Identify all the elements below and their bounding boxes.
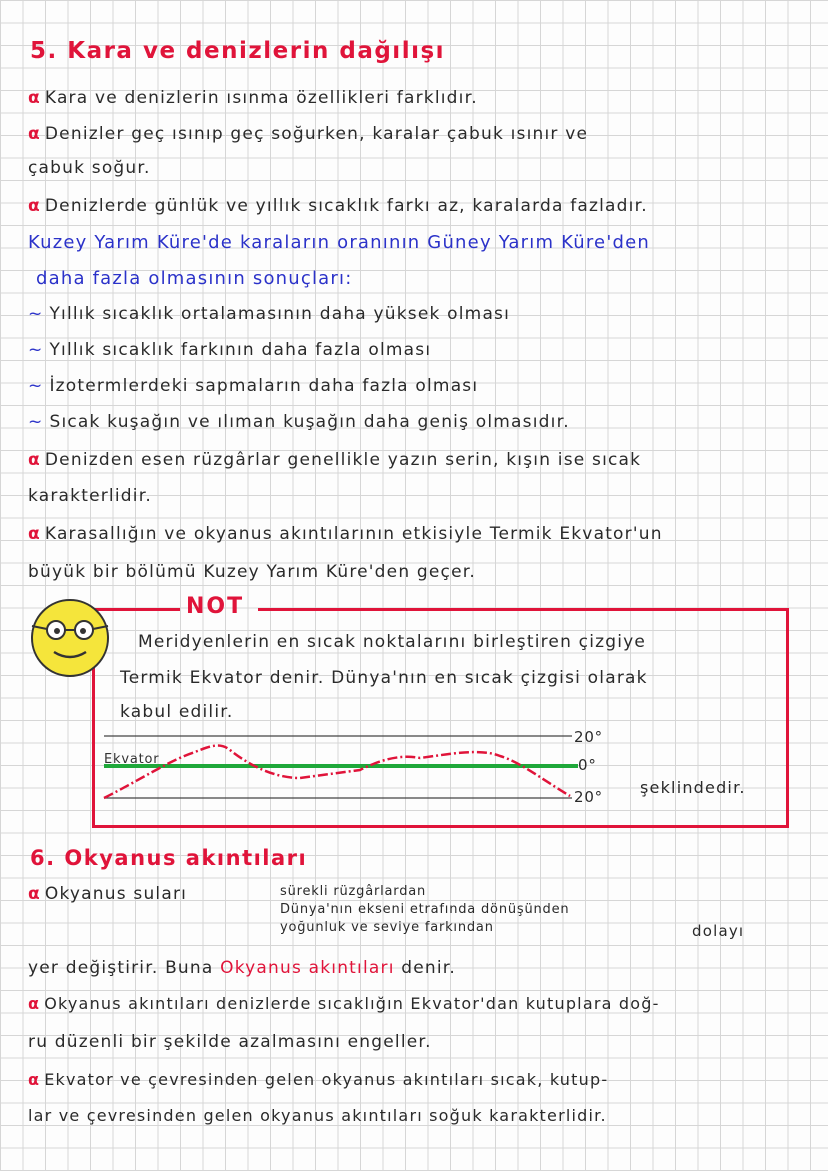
line-text: Denizlerde günlük ve yıllık sıcaklık farkı az, karalarda fazladır.	[44, 196, 648, 216]
line-o4: ru düzenli bir şekilde azalmasını engeller.	[28, 1032, 432, 1052]
tick-20-north: 20°	[574, 728, 603, 746]
tilde-icon: ~	[28, 304, 44, 324]
bullet-icon: α	[28, 994, 41, 1013]
line-text: Karasallığın ve okyanus akıntılarının etkisiyle Termik Ekvator'un	[44, 524, 663, 544]
bullet-icon: α	[28, 196, 41, 216]
bullet-icon: α	[28, 524, 41, 544]
reason-2: Dünya'nın ekseni etrafında dönüşünden	[280, 902, 570, 917]
line-o1	[28, 884, 187, 904]
line-2	[28, 124, 588, 144]
line-text: Kara ve denizlerin ısınma özellikleri farklıdır.	[44, 88, 478, 108]
bullet-icon: α	[28, 88, 41, 108]
termik-ekvator-line	[104, 746, 570, 798]
line-text: Okyanus akıntıları denizlerde sıcaklığın Ekvator'dan kutuplara doğ-	[44, 994, 660, 1013]
tilde-text: İzotermlerdeki sapmaların daha fazla olması	[49, 376, 479, 396]
line-4	[28, 196, 648, 216]
reason-suffix: dolayı	[692, 922, 745, 940]
reason-3: yoğunluk ve seviye farkından	[280, 920, 494, 935]
tilde-icon: ~	[28, 412, 44, 432]
note-line-1: Meridyenlerin en sıcak noktalarını birleştiren çizgiye	[138, 632, 647, 652]
note-label: NOT	[186, 594, 245, 619]
line-8: büyük bir bölümü Kuzey Yarım Küre'den geçer.	[28, 562, 476, 582]
line-6: karakterlidir.	[28, 486, 152, 506]
tilde-text: Sıcak kuşağın ve ılıman kuşağın daha geniş olmasıdır.	[49, 412, 570, 432]
line-text: Denizden esen rüzgârlar genellikle yazın serin, kışın ise sıcak	[44, 450, 642, 470]
diagram-caption: şeklindedir.	[640, 778, 746, 797]
tilde-item-3	[28, 376, 478, 396]
line-o6: lar ve çevresinden gelen okyanus akıntıları soğuk karakterlidir.	[28, 1106, 607, 1125]
note-line-2: Termik Ekvator denir. Dünya'nın en sıcak çizgisi olarak	[120, 668, 648, 688]
line-text: Denizler geç ısınıp geç soğurken, karalar çabuk ısınır ve	[44, 124, 589, 144]
section-6-title: 6. Okyanus akıntıları	[30, 846, 308, 870]
tick-20-south: 20°	[574, 788, 603, 806]
tilde-icon: ~	[28, 376, 44, 396]
tilde-text: Yıllık sıcaklık ortalamasının daha yüksek olması	[49, 304, 511, 324]
ekvator-label: Ekvator	[104, 752, 160, 767]
tilde-item-4	[28, 412, 570, 432]
tilde-item-1	[28, 304, 510, 324]
line-o5	[28, 1070, 608, 1089]
section-5-title: 5. Kara ve denizlerin dağılışı	[30, 38, 446, 64]
highlight-text: Okyanus akıntıları	[220, 958, 395, 978]
bullet-icon: α	[28, 124, 41, 144]
bullet-icon: α	[28, 884, 41, 904]
termik-ekvator-diagram	[100, 730, 620, 810]
blue-heading-1: Kuzey Yarım Küre'de karaların oranının Güney Yarım Küre'den	[28, 232, 650, 253]
tilde-icon: ~	[28, 340, 44, 360]
line-1	[28, 88, 478, 108]
note-line-3: kabul edilir.	[120, 702, 234, 722]
reason-1: sürekli rüzgârlardan	[280, 884, 427, 899]
line-text: Okyanus suları	[44, 884, 188, 904]
line-text: denir.	[401, 958, 457, 978]
line-3: çabuk soğur.	[28, 158, 151, 178]
tilde-text: Yıllık sıcaklık farkının daha fazla olması	[49, 340, 432, 360]
bullet-icon: α	[28, 1070, 41, 1089]
line-5	[28, 450, 641, 470]
tick-0: 0°	[578, 756, 597, 774]
line-7	[28, 524, 663, 544]
line-text: yer değiştirir. Buna	[28, 958, 214, 978]
blue-heading-2: daha fazla olmasının sonuçları:	[36, 268, 353, 289]
line-o2	[28, 958, 456, 978]
tilde-item-2	[28, 340, 431, 360]
bullet-icon: α	[28, 450, 41, 470]
smiley-icon	[28, 596, 112, 680]
line-o3	[28, 994, 660, 1013]
line-text: Ekvator ve çevresinden gelen okyanus akıntıları sıcak, kutup-	[44, 1070, 609, 1089]
